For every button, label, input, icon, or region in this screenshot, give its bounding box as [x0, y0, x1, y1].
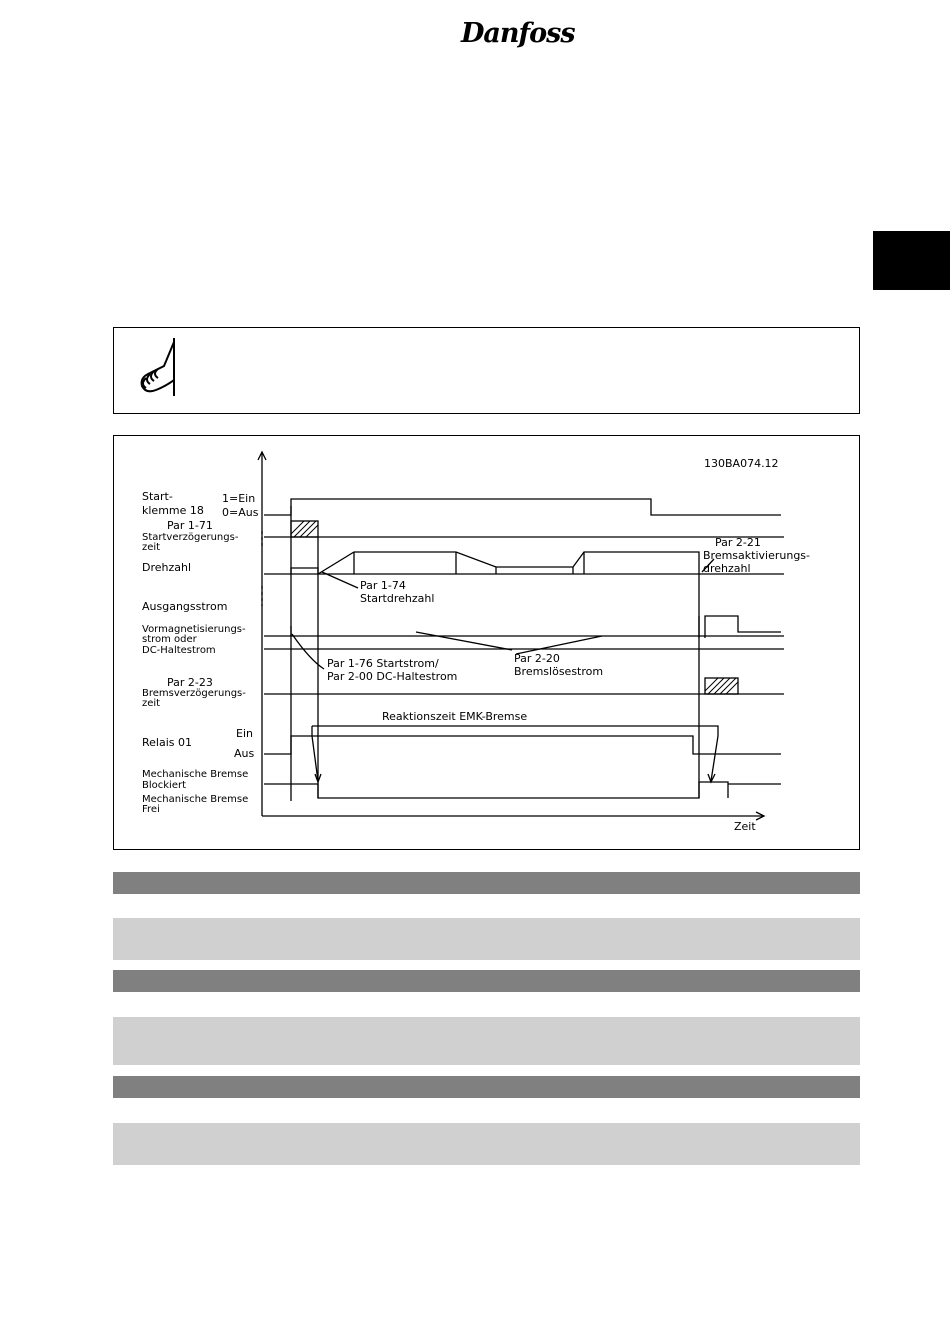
- table-row-bar-1: [113, 918, 860, 960]
- svg-text:Par 1-71: Par 1-71: [167, 519, 213, 532]
- svg-text:Bremslösestrom: Bremslösestrom: [514, 665, 604, 678]
- table-row-bar-2: [113, 1017, 860, 1065]
- svg-text:zeit: zeit: [142, 542, 161, 553]
- svg-text:DC-Haltestrom: DC-Haltestrom: [142, 645, 216, 656]
- svg-text:strom oder: strom oder: [142, 634, 197, 645]
- svg-text:Par 2-20: Par 2-20: [514, 652, 560, 665]
- svg-text:Par 1-74: Par 1-74: [360, 579, 406, 592]
- svg-text:1=Ein: 1=Ein: [222, 492, 256, 505]
- svg-text:Startverzögerungs-: Startverzögerungs-: [142, 532, 239, 543]
- svg-text:Aus: Aus: [234, 747, 255, 760]
- table-header-bar-3: [113, 1076, 860, 1098]
- svg-text:Frei: Frei: [142, 804, 160, 815]
- svg-text:Relais 01: Relais 01: [142, 736, 192, 749]
- svg-text:Reaktionszeit EMK-Bremse: Reaktionszeit EMK-Bremse: [382, 710, 528, 723]
- svg-text:Mechanische Bremse: Mechanische Bremse: [142, 769, 249, 780]
- svg-text:klemme 18: klemme 18: [142, 504, 204, 517]
- table-header-bar-1: [113, 872, 860, 894]
- svg-text:Par 2-00 DC-Haltestrom: Par 2-00 DC-Haltestrom: [327, 670, 458, 683]
- svg-text:Mechanische Bremse: Mechanische Bremse: [142, 794, 249, 805]
- table-header-bar-2: [113, 970, 860, 992]
- svg-text:0=Aus: 0=Aus: [222, 506, 259, 519]
- chapter-tab: [873, 231, 950, 290]
- svg-text:Par 2-23: Par 2-23: [167, 676, 213, 689]
- svg-text:Par 1-76 Startstrom/: Par 1-76 Startstrom/: [327, 657, 439, 670]
- svg-text:Bremsverzögerungs-: Bremsverzögerungs-: [142, 688, 246, 699]
- danfoss-logo: Danfoss: [461, 18, 575, 49]
- svg-text:Zeit: Zeit: [734, 820, 756, 833]
- svg-text:Drehzahl: Drehzahl: [142, 561, 192, 574]
- table-row-bar-3: [113, 1123, 860, 1165]
- svg-text:Startdrehzahl: Startdrehzahl: [360, 592, 435, 605]
- note-box: [113, 327, 860, 414]
- svg-text:Ausgangsstrom: Ausgangsstrom: [142, 600, 228, 613]
- svg-text:Bremsaktivierungs-: Bremsaktivierungs-: [703, 549, 811, 562]
- svg-text:drehzahl: drehzahl: [703, 562, 751, 575]
- svg-text:Start-: Start-: [142, 490, 173, 503]
- svg-text:zeit: zeit: [142, 698, 161, 709]
- svg-text:Blockiert: Blockiert: [142, 780, 187, 791]
- svg-text:Par 2-21: Par 2-21: [715, 536, 761, 549]
- svg-text:Vormagnetisierungs-: Vormagnetisierungs-: [142, 624, 246, 635]
- svg-text:Ein: Ein: [236, 727, 253, 740]
- timing-diagram: [113, 435, 860, 850]
- figure-code: 130BA074.12: [704, 457, 779, 470]
- hand-pointer-icon: [134, 334, 184, 404]
